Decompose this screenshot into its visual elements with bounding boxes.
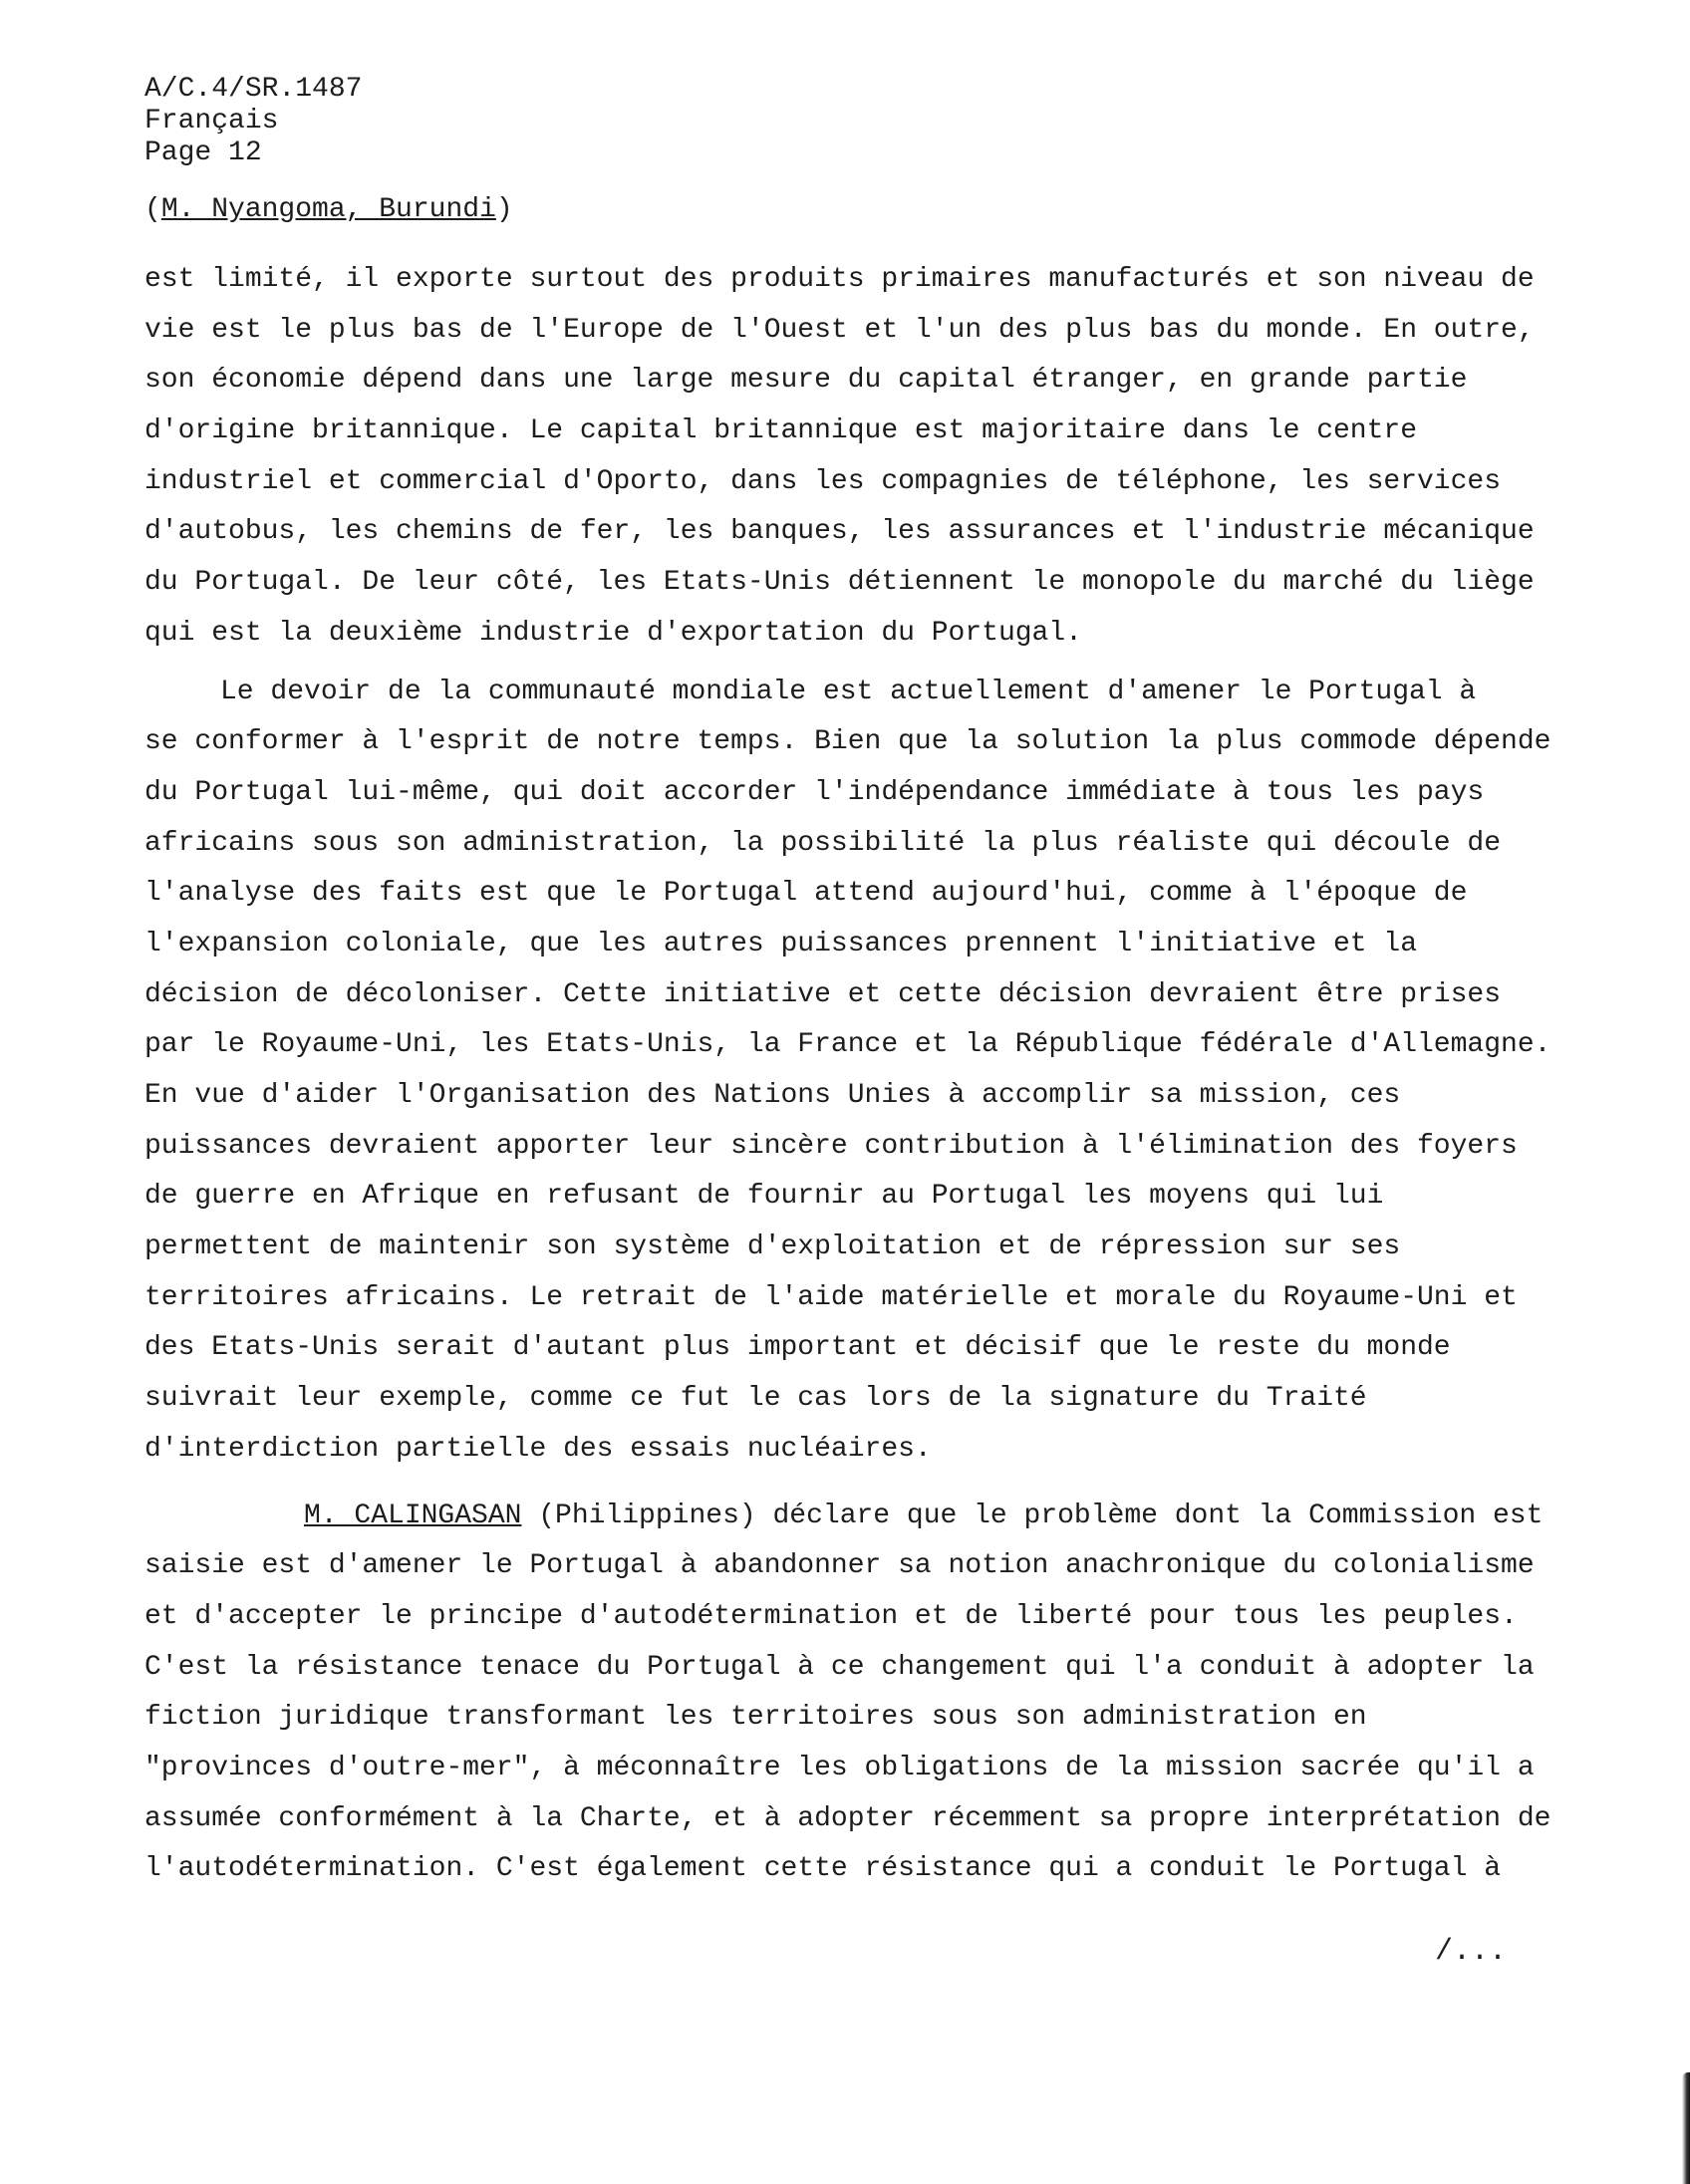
text-line: se conformer à l'esprit de notre temps. Bien que la solution la plus commode dépende [144, 726, 1551, 758]
text-line: l'analyse des faits est que le Portugal attend aujourd'hui, comme à l'époque de [144, 878, 1468, 910]
text-line: suivrait leur exemple, comme ce fut le cas lors de la signature du Traité [144, 1383, 1367, 1415]
page-number: Page 12 [144, 137, 262, 168]
text-line: saisie est d'amener le Portugal à abandonner sa notion anachronique du colonialisme [144, 1550, 1535, 1582]
text-line: des Etats-Unis serait d'autant plus important et décisif que le reste du monde [144, 1332, 1451, 1364]
text-line: fiction juridique transformant les territoires sous son administration en [144, 1702, 1367, 1734]
text-line: africains sous son administration, la possibilité la plus réaliste qui découle de [144, 827, 1502, 859]
text-line: l'expansion coloniale, que les autres puissances prennent l'initiative et la [144, 928, 1418, 959]
text-line: et d'accepter le principe d'autodétermination et de liberté pour tous les peuples. [144, 1600, 1518, 1632]
text-line: assumée conformément à la Charte, et à adopter récemment sa propre interprétation de [144, 1802, 1551, 1834]
text-line: du Portugal lui-même, qui doit accorder l'indépendance immédiate à tous les pays [144, 776, 1485, 808]
text-line: C'est la résistance tenace du Portugal à ce changement qui l'a conduit à adopter la [144, 1651, 1535, 1683]
text-line: territoires africains. Le retrait de l'aide matérielle et morale du Royaume-Uni et [144, 1281, 1518, 1313]
text-line: d'interdiction partielle des essais nucléaires. [144, 1433, 932, 1465]
text-line: du Portugal. De leur côté, les Etats-Unis détiennent le monopole du marché du liège [144, 567, 1535, 599]
text-line: En vue d'aider l'Organisation des Nations Unies à accomplir sa mission, ces [144, 1080, 1401, 1111]
speaker-name: M. CALINGASAN [304, 1500, 522, 1531]
document-symbol: A/C.4/SR.1487 [144, 74, 363, 105]
text-line: vie est le plus bas de l'Europe de l'Ouest et l'un des plus bas du monde. En outre, [144, 314, 1535, 346]
text-line: d'origine britannique. Le capital britannique est majoritaire dans le centre [144, 415, 1418, 447]
speaker-continuation-tag: (M. Nyangoma, Burundi) [144, 194, 513, 225]
document-language: Français [144, 106, 279, 136]
text-line: décision de décoloniser. Cette initiative et cette décision devraient être prises [144, 978, 1502, 1010]
text-line: qui est la deuxième industrie d'exportation du Portugal. [144, 617, 1082, 649]
body-text [144, 255, 1559, 1895]
text-line: de guerre en Afrique en refusant de fournir au Portugal les moyens qui lui [144, 1181, 1384, 1213]
text-line: permettent de maintenir son système d'exploitation et de répression sur ses [144, 1231, 1401, 1263]
text-line: M. CALINGASAN (Philippines) déclare que le problème dont la Commission est [304, 1500, 1544, 1531]
text-line: puissances devraient apporter leur sincère contribution à l'élimination des foyers [144, 1130, 1518, 1162]
speaker-tag-name: M. Nyangoma, Burundi [160, 194, 496, 225]
scan-edge-mark [1682, 2072, 1690, 2184]
text-line: Le devoir de la communauté mondiale est actuellement d'amener le Portugal à [220, 676, 1477, 707]
text-line: son économie dépend dans une large mesure du capital étranger, en grande partie [144, 365, 1468, 397]
continuation-mark: /... [1435, 1935, 1508, 1969]
paragraph-3 [144, 1492, 1559, 1896]
text-line: d'autobus, les chemins de fer, les banques, les assurances et l'industrie mécanique [144, 516, 1535, 548]
text-line: l'autodétermination. C'est également cette résistance qui a conduit le Portugal à [144, 1853, 1502, 1885]
text-line: industriel et commercial d'Oporto, dans les compagnies de téléphone, les services [144, 465, 1502, 497]
paragraph-1 [144, 255, 1559, 660]
document-header [144, 74, 362, 169]
text-line: "provinces d'outre-mer", à méconnaître les obligations de la mission sacrée qu'il a [144, 1752, 1535, 1783]
text-line: est limité, il exporte surtout des produits primaires manufacturés et son niveau de [144, 264, 1535, 295]
paragraph-2 [144, 668, 1559, 1476]
text-line: par le Royaume-Uni, les Etats-Unis, la France et la République fédérale d'Allemagne. [144, 1029, 1551, 1061]
